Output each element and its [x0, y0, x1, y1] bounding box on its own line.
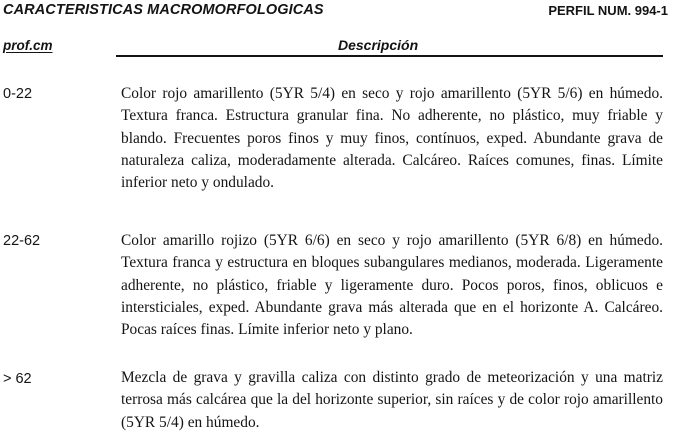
header-divider	[116, 55, 663, 57]
horizon-depth: 22-62	[3, 233, 41, 249]
horizon-description: Color rojo amarillento (5YR 5/4) en seco y rojo amarillento (5YR 5/6) en húmedo. Textura franca. Estructura granular fina. No adherente, no plástico, muy friable y blando. Frecuentes poros finos y muy finos, contínuos, exped. Abundante grava de naturaleza caliza, moderadamente alterada. Calcáreo. Raíces comunes, finas. Límite inferior neto y ondulado.	[121, 85, 663, 192]
horizon-depth: > 62	[3, 371, 32, 387]
horizon-description: Mezcla de grava y gravilla caliza con distinto grado de meteorización y una matriz terrosa más calcárea que la del horizonte superior, sin raíces y de color rojo amarillento (5YR 5/4) en húmedo.	[121, 369, 663, 431]
description-column-header: Descripción	[338, 37, 419, 53]
depth-column-header: prof.cm	[3, 38, 53, 53]
profile-number: PERFIL NUM. 994-1	[548, 3, 668, 18]
horizon-description: Color amarillo rojizo (5YR 6/6) en seco y rojo amarillento (5YR 6/8) en húmedo. Textura franca y estructura en bloques subangulares medianos, moderada. Ligeramente adherente, no plástico, friable y ligeramente duro. Pocos poros, finos, oblicuos e intersticiales, exped. Abundante grava más alterada que en el horizonte A. Calcáreo. Pocas raíces finas. Límite inferior neto y plano.	[121, 232, 663, 339]
document-title: CARACTERISTICAS MACROMORFOLOGICAS	[3, 2, 324, 18]
horizon-depth: 0-22	[3, 86, 33, 102]
